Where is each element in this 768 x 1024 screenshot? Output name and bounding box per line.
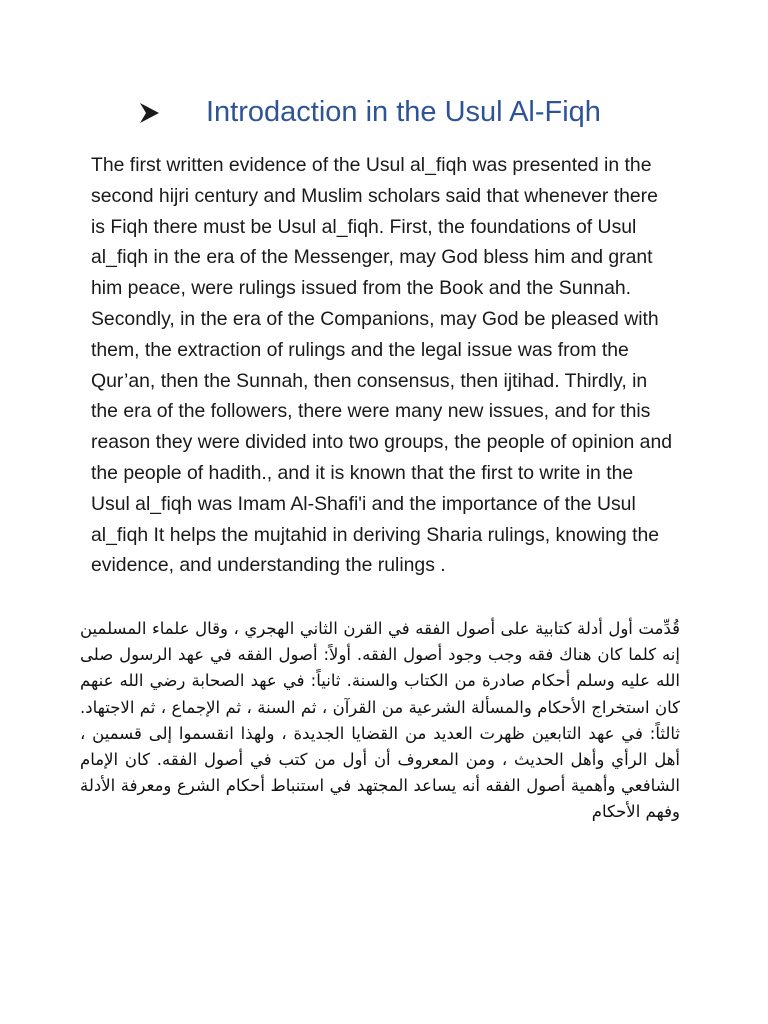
- heading-title: Introdaction in the Usul Al-Fiqh: [206, 96, 601, 128]
- english-paragraph: The first written evidence of the Usul al_fiqh was presented in the second hijri century and Muslim scholars said that whenever there is Fiqh there must be Usul al_fiqh. First, the foundations of Usul al_fiqh in the era of the Messenger, may God bless him and grant him peace, were rulings issued from the Book and the Sunnah. Secondly, in the era of the Companions, may God be pleased with them, the extraction of rulings and the legal issue was from the Qur’an, then the Sunnah, then consensus, then ijtihad. Thirdly, in the era of the followers, there were many new issues, and for this reason they were divided into two groups, the people of opinion and the people of hadith., and it is known that the first to write in the Usul al_fiqh was Imam Al-Shafi'i and the importance of the Usul al_fiqh It helps the mujtahid in deriving Sharia rulings, knowing the evidence, and understanding the rulings .: [91, 154, 673, 577]
- arabic-paragraph: قُدِّمت أول أدلة كتابية على أصول الفقه في القرن الثاني الهجري ، وقال علماء المسلمين إنه كلما كان هناك فقه وجب وجود أصول الفقه. أولاً: أصول الفقه في عهد الرسول صلى الله عليه وسلم أحكام صادرة من الكتاب والسنة. ثانياً: في عهد الصحابة رضي الله عنهم كان استخراج الأحكام والمسألة الشرعية من القرآن ، ثم السنة ، ثم الإجماع ، ثم الاجتهاد. ثالثاً: في عهد التابعين ظهرت العديد من القضايا الجديدة ، ولهذا انقسموا إلى قسمين ، أهل الرأي وأهل الحديث ، ومن المعروف أن أول من كتب في أصول الفقه. كان الإمام الشافعي وأهمية أصول الفقه أنه يساعد المجتهد في استنباط أحكام الشرع ومعرفة الأدلة وفهم الأحكام: [80, 619, 680, 822]
- arrow-bullet-icon: [138, 102, 160, 124]
- section-heading: [138, 96, 698, 129]
